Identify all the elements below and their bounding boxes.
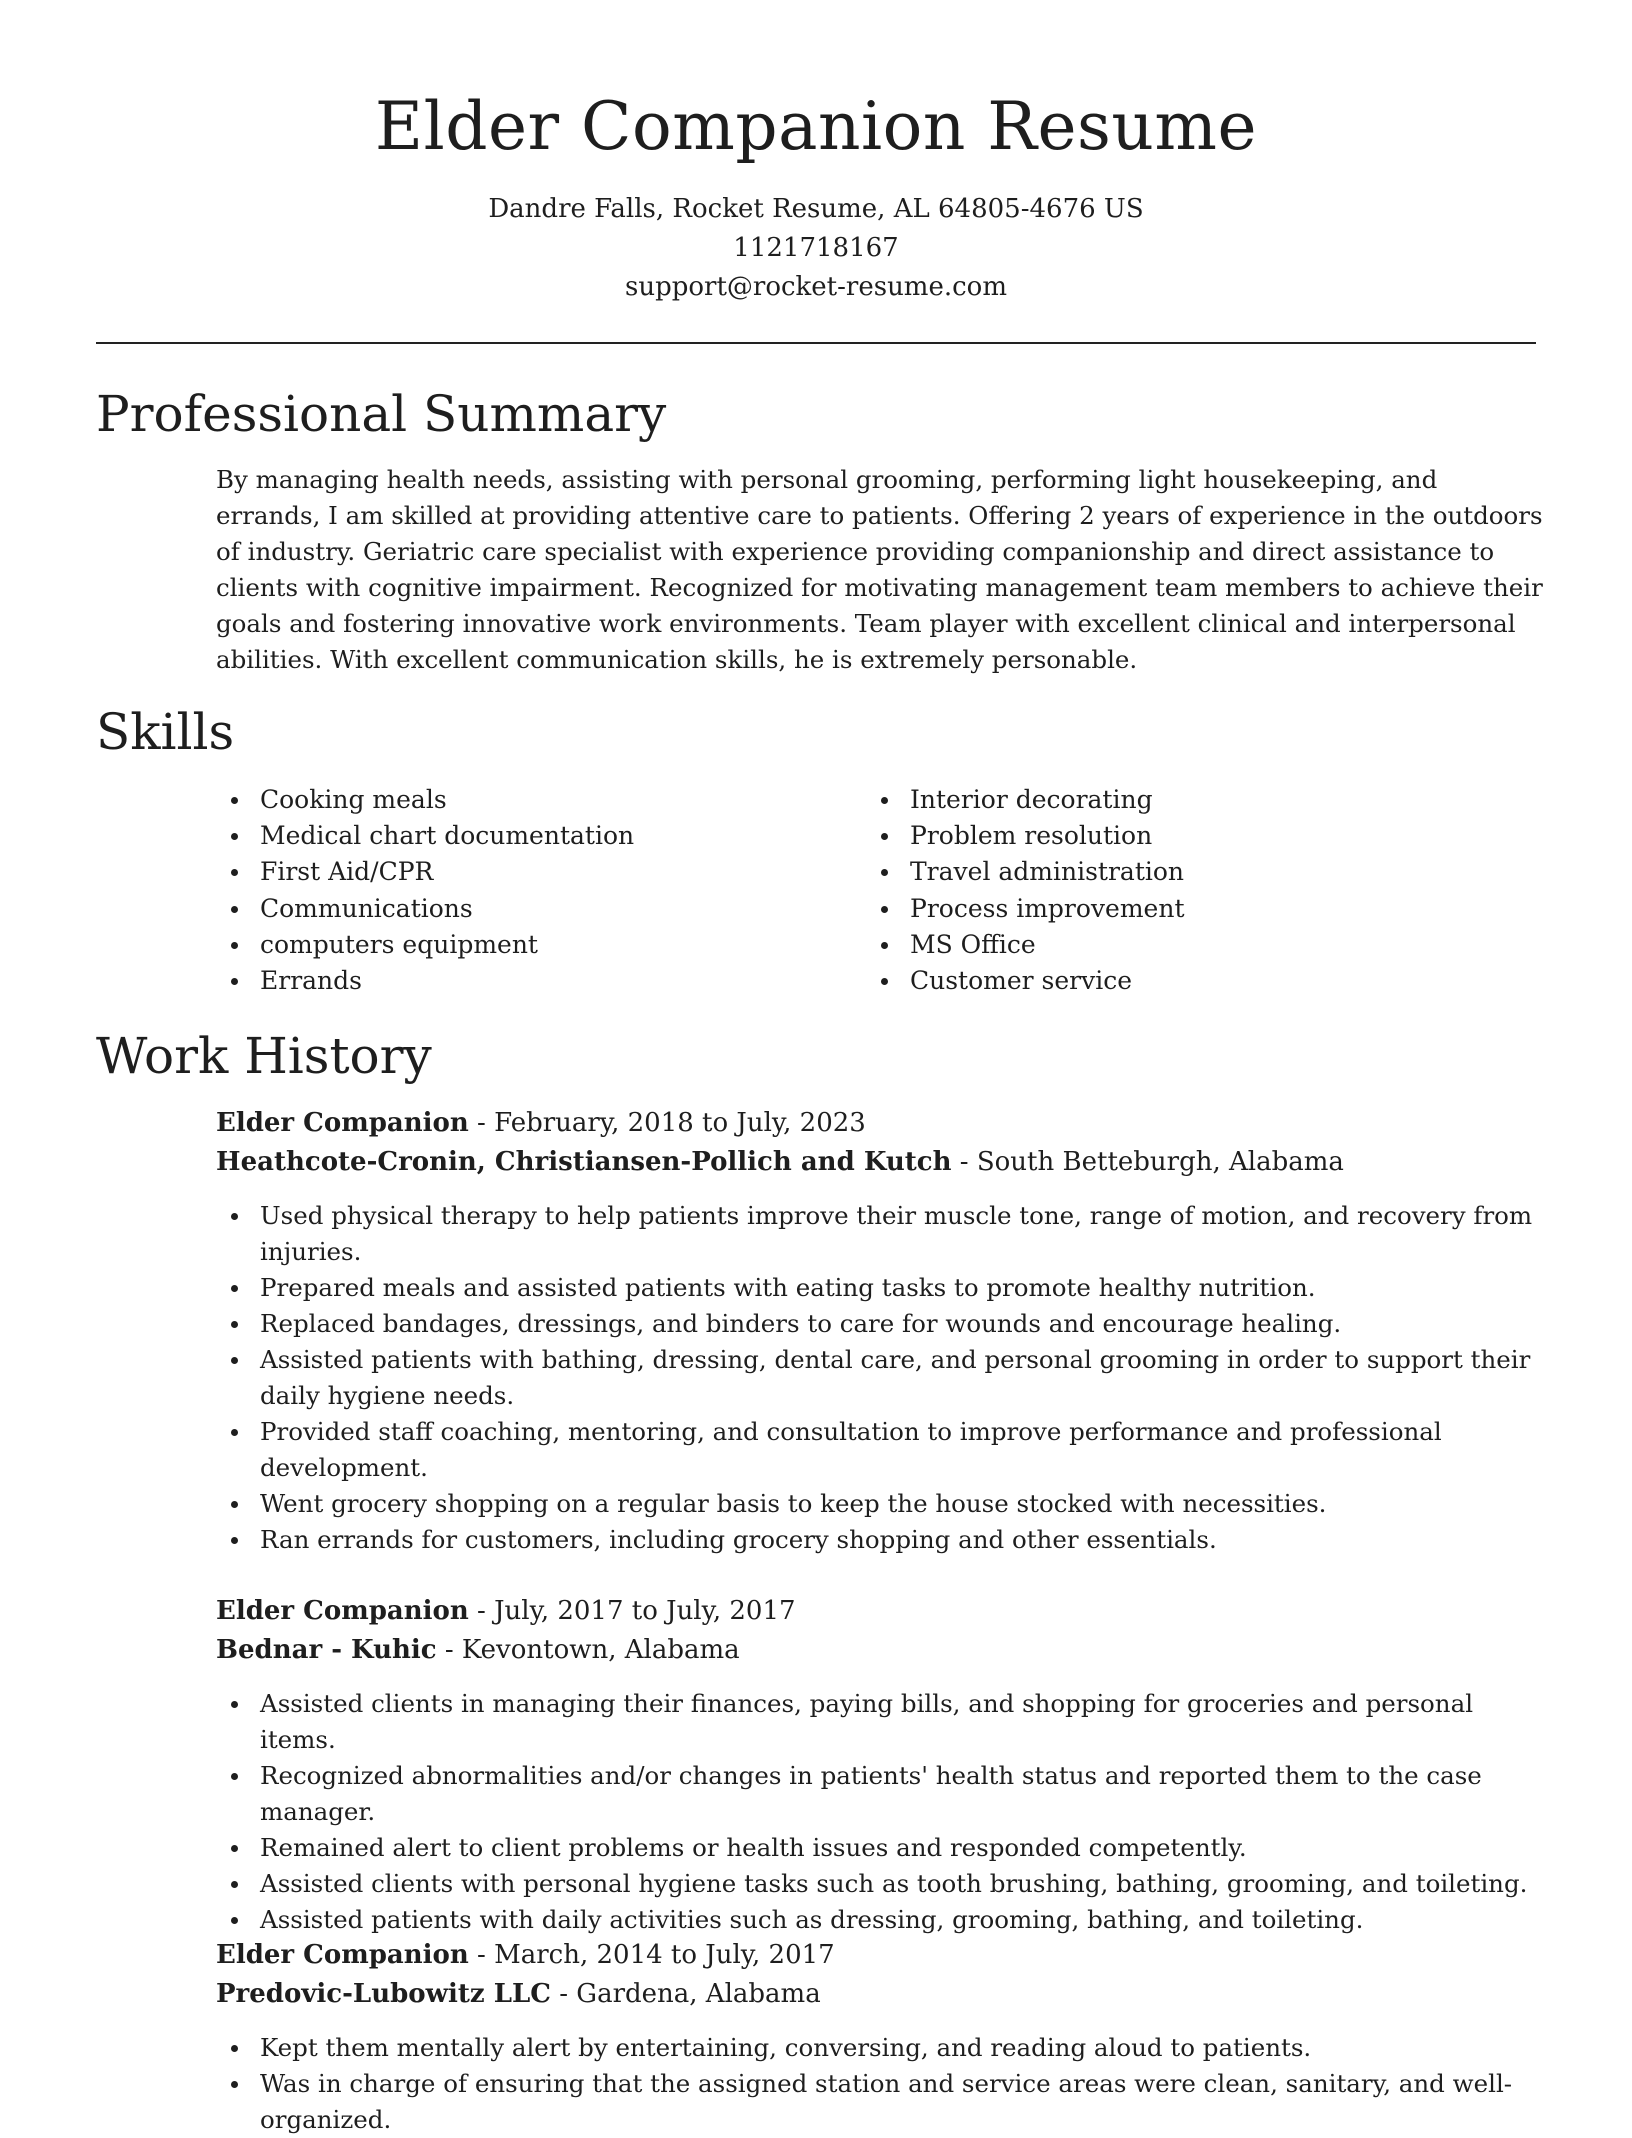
job-bullet: Assisted clients with personal hygiene tasks such as tooth brushing, bathing, grooming, and toileting. [216,1866,1546,1902]
skill-item: Process improvement [866,891,1466,927]
job-dates: July, 2017 to July, 2017 [494,1596,796,1626]
job-company: Heathcote-Cronin, Christiansen-Pollich and Kutch [216,1147,952,1177]
job-title: Elder Companion [216,1108,469,1138]
job-bullet: Was in charge of ensuring that the assigned station and service areas were clean, sanitary, and well-organized. [216,2066,1546,2138]
skill-item: Errands [216,963,816,999]
job-bullet-list [216,1686,1546,1938]
job-bullet: Assisted patients with daily activities such as dressing, grooming, bathing, and toileting. [216,1902,1546,1938]
job-location: Kevontown, Alabama [461,1635,740,1665]
skill-item: Communications [216,891,816,927]
skill-item: Cooking meals [216,782,816,818]
skill-item: Problem resolution [866,818,1466,854]
job-title-line [216,1592,1546,1631]
skill-item: Interior decorating [866,782,1466,818]
job-entry [216,1936,1546,2138]
job-bullet: Prepared meals and assisted patients with eating tasks to promote healthy nutrition. [216,1270,1546,1306]
job-bullet: Kept them mentally alert by entertaining, conversing, and reading aloud to patients. [216,2030,1546,2066]
skill-item: Travel administration [866,854,1466,890]
summary-heading: Professional Summary [96,385,667,443]
skills-list-right [866,782,1466,999]
job-dates: March, 2014 to July, 2017 [494,1940,835,1970]
job-title: Elder Companion [216,1596,469,1626]
job-bullet: Went grocery shopping on a regular basis to keep the house stocked with necessities. [216,1486,1546,1522]
summary-text: By managing health needs, assisting with personal grooming, performing light housekeeping, and errands, I am skilled at providing attentive care to patients. Offering 2 years of experience in the outdoors of industry. Geriatric care specialist with experience providing companionship and direct assistance to clients with cognitive impairment. Recognized for motivating management team members to achieve their goals and fostering innovative work environments. Team player with excellent clinical and interpersonal abilities. With excellent communication skills, he is extremely personable. [216,465,1543,674]
job-title-line [216,1936,1546,1975]
skills-list-left [216,782,816,999]
job-title: Elder Companion [216,1940,469,1970]
job-company-line [216,1975,1546,2014]
job-entry [216,1104,1546,1558]
separator: - [477,1940,495,1970]
resume-title: Elder Companion Resume [374,88,1258,165]
address: Dandre Falls, Rocket Resume, AL 64805-4676 US [488,194,1144,224]
job-bullet-list [216,1198,1546,1558]
job-bullet-list [216,2030,1546,2138]
job-bullet: Assisted clients in managing their finances, paying bills, and shopping for groceries and personal items. [216,1686,1546,1758]
skill-item: MS Office [866,927,1466,963]
job-dates: February, 2018 to July, 2023 [494,1108,866,1138]
separator: - [959,1147,977,1177]
skill-item: computers equipment [216,927,816,963]
skill-item: Customer service [866,963,1466,999]
job-bullet: Remained alert to client problems or health issues and responded competently. [216,1830,1546,1866]
skill-item: First Aid/CPR [216,854,816,890]
separator: - [477,1596,495,1626]
job-location: Gardena, Alabama [576,1979,821,2009]
job-company: Predovic-Lubowitz LLC [216,1979,551,2009]
job-bullet: Replaced bandages, dressings, and binders to care for wounds and encourage healing. [216,1306,1546,1342]
job-bullet: Recognized abnormalities and/or changes in patients' health status and reported them to the case manager. [216,1758,1546,1830]
skills-heading: Skills [96,703,235,761]
skill-item: Medical chart documentation [216,818,816,854]
job-bullet: Provided staff coaching, mentoring, and consultation to improve performance and professional development. [216,1414,1546,1486]
contact-block [0,190,1632,307]
job-location: South Betteburgh, Alabama [976,1147,1344,1177]
job-bullet: Assisted patients with bathing, dressing, dental care, and personal grooming in order to support their daily hygiene needs. [216,1342,1546,1414]
header-divider [96,342,1536,344]
separator: - [559,1979,577,2009]
email: support@rocket-resume.com [624,272,1007,302]
job-company-line [216,1631,1546,1670]
separator: - [444,1635,462,1665]
job-title-line [216,1104,1546,1143]
separator: - [477,1108,495,1138]
work-history-heading: Work History [96,1027,432,1085]
phone: 1121718167 [733,233,899,263]
job-bullet: Ran errands for customers, including grocery shopping and other essentials. [216,1522,1546,1558]
job-company-line [216,1143,1546,1182]
job-bullet: Used physical therapy to help patients improve their muscle tone, range of motion, and recovery from injuries. [216,1198,1546,1270]
job-entry [216,1592,1546,1938]
job-company: Bednar - Kuhic [216,1635,437,1665]
